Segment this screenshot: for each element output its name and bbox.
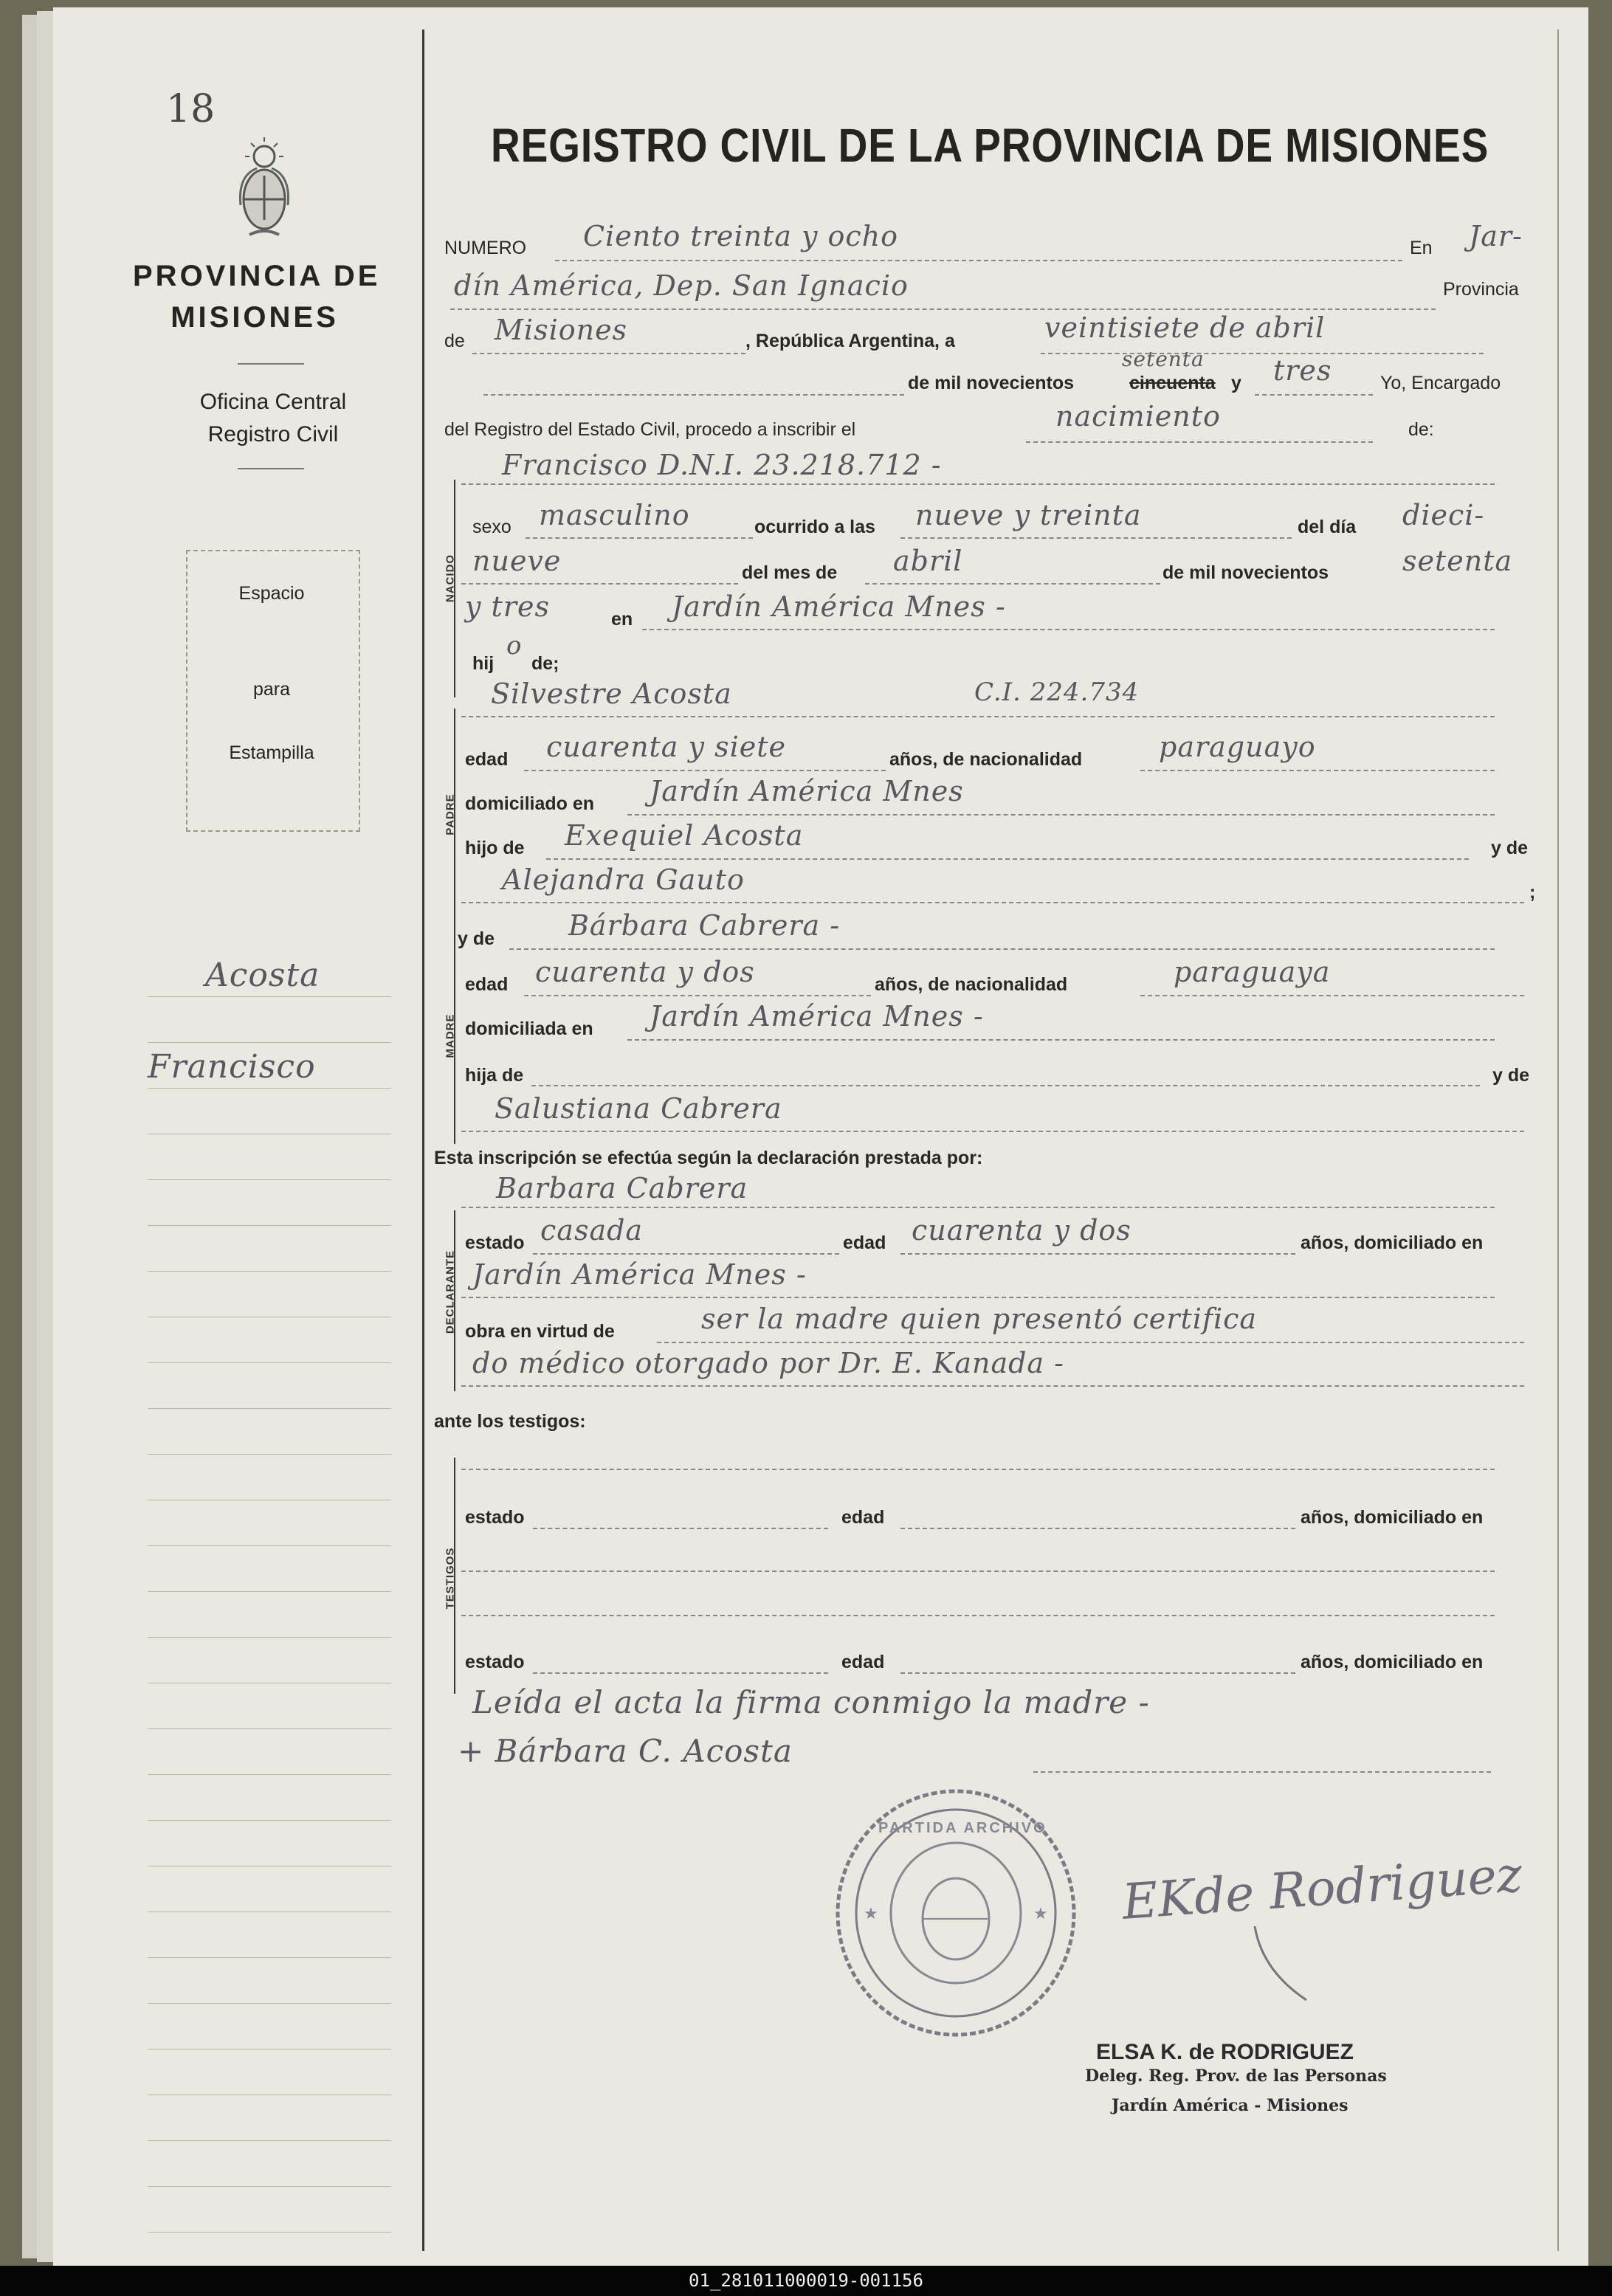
margin-rule xyxy=(148,1454,391,1455)
section-nacido: NACIDO xyxy=(444,554,457,603)
value-declarante: Barbara Cabrera xyxy=(496,1172,748,1204)
label-en: En xyxy=(1410,238,1433,258)
margin-rule xyxy=(148,2003,391,2004)
label-anos-dom-decl: años, domiciliado en xyxy=(1301,1233,1484,1253)
margin-divider xyxy=(422,30,424,2251)
margin-rule xyxy=(148,1042,391,1043)
section-madre: MADRE xyxy=(444,1013,457,1058)
margin-rule xyxy=(148,1408,391,1409)
value-padre-ci: C.I. 224.734 xyxy=(974,678,1140,707)
svg-text:★: ★ xyxy=(1033,1905,1048,1923)
value-hijo-o: o xyxy=(506,631,523,661)
signature-flourish-icon xyxy=(1247,1926,1314,2007)
margin-rule xyxy=(148,2186,391,2187)
margin-rule xyxy=(148,1179,391,1180)
page-title: REGISTRO CIVIL DE LA PROVINCIA DE MISIONES xyxy=(491,119,1489,172)
label-de-mil: de mil novecientos xyxy=(1162,562,1329,583)
value-padre-edad: cuarenta y siete xyxy=(546,731,786,763)
value-tres: tres xyxy=(1273,354,1332,387)
value-mes: abril xyxy=(893,545,963,577)
label-de-colon: de: xyxy=(1408,419,1434,440)
value-lugar-a: Jar- xyxy=(1469,220,1523,252)
office-line-1: Oficina Central xyxy=(199,390,347,414)
label-edad-padre: edad xyxy=(465,749,509,770)
value-numero: Ciento treinta y ocho xyxy=(583,220,899,252)
section-declarante: DECLARANTE xyxy=(444,1249,457,1334)
margin-rule xyxy=(148,1545,391,1546)
value-madre-madre: Salustiana Cabrera xyxy=(495,1092,782,1125)
value-padre-dom: Jardín América Mnes xyxy=(650,775,964,807)
label-inscripcion: Esta inscripción se efectúa según la declaración prestada por: xyxy=(434,1148,983,1168)
label-estado-t1: estado xyxy=(465,1507,525,1528)
label-del-dia: del día xyxy=(1298,517,1357,537)
margin-rule xyxy=(148,1820,391,1821)
margin-given-name: Francisco xyxy=(148,1048,316,1086)
value-hora: nueve y treinta xyxy=(915,499,1142,531)
value-obra-b: do médico otorgado por Dr. E. Kanada - xyxy=(472,1347,1065,1379)
label-sexo: sexo xyxy=(472,517,512,537)
section-padre: PADRE xyxy=(444,793,457,835)
office-line-2: Registro Civil xyxy=(207,422,339,447)
margin-rule xyxy=(148,1591,391,1592)
label-estado-decl: estado xyxy=(465,1233,525,1253)
struck-cincuenta: cincuenta xyxy=(1129,373,1216,393)
label-yo-encargado: Yo, Encargado xyxy=(1380,373,1501,393)
page-number: 18 xyxy=(166,87,216,131)
label-anos-nac-madre: años, de nacionalidad xyxy=(875,974,1068,995)
value-setenta: setenta xyxy=(1122,347,1205,371)
margin-rule xyxy=(148,1957,391,1958)
right-margin xyxy=(1557,30,1559,2251)
label-mil-novecientos: de mil novecientos xyxy=(908,373,1075,393)
label-del-mes: del mes de xyxy=(742,562,838,583)
label-domiciliada: domiciliada en xyxy=(465,1018,593,1039)
value-madre-edad: cuarenta y dos xyxy=(535,956,755,988)
stamp-box-line-2: para xyxy=(252,679,291,700)
label-cincuenta xyxy=(1129,373,1216,394)
label-estado-t2: estado xyxy=(465,1652,525,1672)
label-anos-dom-t1: años, domiciliado en xyxy=(1301,1507,1484,1528)
value-provincia: Misiones xyxy=(495,314,628,346)
value-obra-a: ser la madre quien presentó certifica xyxy=(701,1303,1258,1335)
seal-center-text: PARTIDA ARCHIVO xyxy=(878,1820,1047,1836)
value-madre-nac: paraguaya xyxy=(1174,956,1331,988)
margin-rule xyxy=(148,1225,391,1226)
value-fecha: veintisiete de abril xyxy=(1044,311,1326,344)
value-decl-edad: cuarenta y dos xyxy=(912,1214,1132,1247)
margin-rule xyxy=(148,1637,391,1638)
label-ocurrido: ocurrido a las xyxy=(754,517,875,537)
label-domiciliado-padre: domiciliado en xyxy=(465,793,595,814)
value-anio-a: setenta xyxy=(1402,545,1513,577)
label-y-de-madre-2: y de xyxy=(1492,1065,1530,1086)
label-edad-madre: edad xyxy=(465,974,509,995)
label-hijo-de: hijo de xyxy=(465,838,525,858)
margin-rule xyxy=(148,1271,391,1272)
margin-rule xyxy=(148,1774,391,1775)
label-republica: , República Argentina, a xyxy=(745,331,955,351)
value-nombre: Francisco D.N.I. 23.218.712 - xyxy=(502,449,942,481)
margin-rule xyxy=(148,2140,391,2141)
margin-rule xyxy=(148,1362,391,1363)
label-numero: NUMERO xyxy=(444,238,527,258)
value-padre-nac: paraguayo xyxy=(1159,731,1316,763)
footer-bar xyxy=(0,2266,1612,2296)
signature: EKde Rodriguez xyxy=(1120,1846,1524,1931)
label-provincia: Provincia xyxy=(1443,279,1519,300)
divider xyxy=(238,363,304,365)
value-madre-nombre: Bárbara Cabrera - xyxy=(568,909,841,942)
label-hij: hij xyxy=(472,653,495,674)
signatory-place: Jardín América - Misiones xyxy=(1112,2096,1348,2115)
label-edad-t2: edad xyxy=(841,1652,885,1672)
value-dia-a: dieci- xyxy=(1402,499,1485,531)
coat-of-arms-icon xyxy=(235,131,294,242)
file-id: 01_281011000019-001156 xyxy=(689,2270,923,2291)
margin-rule xyxy=(148,1728,391,1729)
label-y-de-padre: y de xyxy=(1491,838,1529,858)
value-lugar-b: dín América, Dep. San Ignacio xyxy=(454,269,909,302)
signatory-role: Deleg. Reg. Prov. de las Personas xyxy=(1085,2066,1387,2086)
province-line-2: MISIONES xyxy=(170,301,339,334)
label-anos-nac-padre: años, de nacionalidad xyxy=(889,749,1083,770)
section-testigos: TESTIGOS xyxy=(444,1547,457,1610)
stamp-box-line-3: Estampilla xyxy=(229,742,314,763)
margin-rule xyxy=(148,1911,391,1912)
label-anos-dom-t2: años, domiciliado en xyxy=(1301,1652,1484,1672)
value-padre-madre: Alejandra Gauto xyxy=(502,863,745,896)
label-y-de-madre: y de xyxy=(458,928,495,949)
margin-rule xyxy=(148,1088,391,1089)
label-en2: en xyxy=(611,609,633,630)
label-hija-de: hija de xyxy=(465,1065,524,1086)
margin-rule xyxy=(148,2232,391,2233)
stamp-box-line-1: Espacio xyxy=(238,583,305,604)
label-obra: obra en virtud de xyxy=(465,1321,615,1342)
label-del-registro: del Registro del Estado Civil, procedo a inscribir el xyxy=(444,419,856,440)
margin-rule xyxy=(148,996,391,997)
label-de: de xyxy=(444,331,465,351)
value-decl-dom: Jardín América Mnes - xyxy=(472,1258,807,1291)
value-decl-estado: casada xyxy=(540,1214,644,1247)
value-cierre-b: + Bárbara C. Acosta xyxy=(458,1733,793,1769)
value-madre-dom: Jardín América Mnes - xyxy=(650,1000,984,1032)
signatory-name: ELSA K. de RODRIGUEZ xyxy=(1096,2040,1354,2064)
margin-surname: Acosta xyxy=(205,956,320,994)
value-padre-padre: Exequiel Acosta xyxy=(565,819,804,852)
label-de-semi: de; xyxy=(531,653,559,674)
value-cierre-a: Leída el acta la firma conmigo la madre - xyxy=(472,1684,1150,1720)
value-dia-b: nueve xyxy=(472,545,562,577)
svg-text:★: ★ xyxy=(864,1905,878,1923)
label-y: y xyxy=(1231,373,1241,393)
value-sexo: masculino xyxy=(539,499,690,531)
province-line-1: PROVINCIA DE xyxy=(133,260,381,292)
value-anio-b: y tres xyxy=(465,590,550,623)
label-edad-t1: edad xyxy=(841,1507,885,1528)
divider xyxy=(238,468,304,469)
value-lugar-nac: Jardín América Mnes - xyxy=(672,590,1006,623)
label-semicolon: ; xyxy=(1529,882,1536,903)
value-padre-nombre: Silvestre Acosta xyxy=(491,678,732,710)
label-testigos: ante los testigos: xyxy=(434,1411,586,1432)
label-edad-decl: edad xyxy=(843,1233,886,1253)
value-acto: nacimiento xyxy=(1055,400,1221,432)
